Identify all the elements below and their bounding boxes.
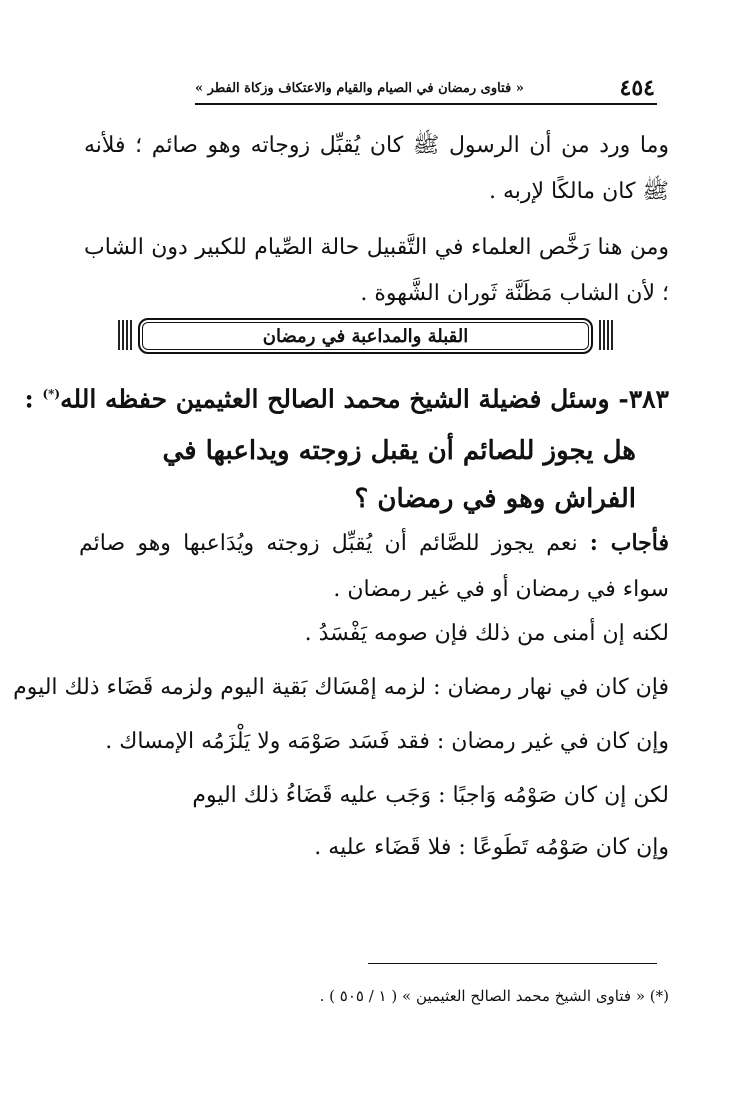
footnote-rule [368,963,657,964]
answer-line-4: وإن كان في غير رمضان : فقد فَسَد صَوْمَه ولا يَلْزَمُه الإمساك . [105,729,669,754]
paragraph-scholars-concession: ومن هنا رَخَّص العلماء في التَّقبيل حالة الصِّيام للكبير دون الشاب ؛ لأن الشاب مَظَنَّة ثَوران الشَّهوة . [84,235,669,306]
running-title: « فتاوى رمضان في الصيام والقيام والاعتكاف وزكاة الفطر » [195,81,524,96]
section-banner [118,318,613,352]
question-text: هل يجوز للصائم أن يقبل زوجته ويداعبها في الفراش وهو في رمضان ؟ [162,436,636,514]
page-header [195,74,655,102]
answer-line-3: فإن كان في نهار رمضان : لزمه إمْسَاك بَقية اليوم ولزمه قَضَاء ذلك اليوم [13,675,669,700]
answer-line-1: نعم يجوز للصَّائم أن يُقبِّل زوجته ويُدَاعبها وهو صائم سواء في رمضان أو في غير رمضان . [79,531,669,602]
footnote-marker: (*) [42,387,61,401]
question-heading-colon: : [24,384,43,414]
banner-left-ornament [118,320,132,350]
answer-line-2: لكنه إن أمنى من ذلك فإن صومه يَفْسَدُ . [304,621,669,646]
banner-frame [138,318,593,354]
section-title: القبلة والمداعبة في رمضان [262,325,469,347]
footnote: (*) « فتاوى الشيخ محمد الصالح العثيمين » ( ١ / ٥٠٥ ) . [319,987,669,1005]
banner-right-ornament [599,320,613,350]
page-number: ٤٥٤ [619,75,655,101]
header-rule [195,103,657,105]
answer-line-5: لكن إن كان صَوْمُه وَاجبًا : وَجَب عليه قَضَاءُ ذلك اليوم [192,783,669,808]
question-heading [24,372,669,421]
answer-label: فأجاب : [589,530,669,556]
paragraph-prophet-kiss: وما ورد من أن الرسول ﷺ كان يُقبِّل زوجاته وهو صائم ؛ فلأنه ﷺ كان مالكًا لإربه . [84,133,669,204]
answer-line-6: وإن كان صَوْمُه تَطَوعًا : فلا قَضَاء عليه . [314,835,669,860]
question-heading-text: ٣٨٣- وسئل فضيلة الشيخ محمد الصالح العثيمين حفظه الله [60,384,669,414]
answer-first-paragraph [79,520,669,613]
